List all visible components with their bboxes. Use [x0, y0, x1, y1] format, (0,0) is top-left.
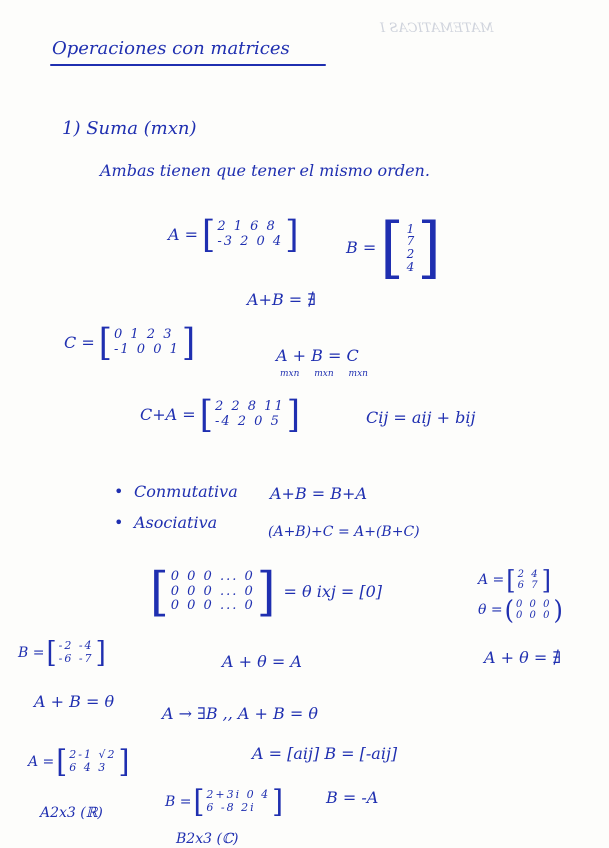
left-bracket: [: [98, 321, 112, 365]
a-small-rows: [516, 569, 542, 592]
a-plus-b-c: A + B = C: [276, 346, 359, 365]
title-underline: [50, 64, 326, 66]
matrix-row: 0 0 0: [515, 598, 552, 610]
prop-bullet: •: [114, 513, 124, 532]
a-small-label: A =: [478, 572, 505, 588]
matrix-c: [64, 321, 196, 365]
matrix-row: 0 0 0 ... 0: [170, 598, 255, 614]
b-neg-label: B =: [18, 645, 45, 661]
matrix-row: 2: [406, 247, 415, 261]
prop-commutative-formula: A+B = B+A: [270, 484, 368, 503]
zero-matrix: [150, 561, 383, 623]
matrix-theta-small: [478, 594, 563, 626]
b-complex-rows: [204, 789, 272, 814]
c-plus-a-rows: [213, 400, 287, 430]
a-plus-theta: A + θ = A: [222, 652, 302, 671]
matrix-a: [168, 213, 299, 257]
prop-associative: Asociativa: [134, 513, 218, 532]
left-bracket: [: [46, 636, 57, 670]
right-bracket: ]: [256, 561, 276, 623]
a-complex-rows: [67, 749, 118, 774]
matrix-row: 6 4 3: [69, 761, 108, 774]
matrix-row: 2 2 8 11: [214, 399, 285, 415]
right-bracket: ]: [541, 564, 551, 596]
matrix-row: 7: [406, 234, 415, 249]
page-title: Operaciones con matrices: [52, 38, 290, 59]
prop-associative-formula: (A+B)+C = A+(B+C): [268, 524, 420, 540]
left-bracket: [: [380, 209, 404, 287]
matrix-b-negative: [18, 636, 106, 670]
theta-small-label: θ =: [478, 602, 503, 618]
matrix-row: 1: [406, 221, 415, 236]
matrix-row: 0 0 0 ... 0: [170, 583, 255, 599]
matrix-c-label: C =: [64, 333, 95, 352]
right-bracket: ]: [285, 213, 299, 257]
matrix-b: [346, 209, 441, 287]
c-plus-a-label: C+A =: [140, 405, 196, 424]
matrix-row: -1 0 0 1: [114, 342, 180, 357]
matrix-b-rows: [404, 223, 418, 273]
matrix-row: 0 0 0 ... 0: [170, 568, 255, 584]
cij-formula: Cij = aij + bij: [366, 408, 476, 427]
matrix-b-label: B =: [346, 238, 377, 257]
left-bracket: [: [506, 564, 516, 596]
matrix-row: -3 2 0 4: [217, 234, 284, 249]
matrix-a-rows: [215, 220, 285, 250]
prop-commutative: Conmutativa: [134, 482, 238, 501]
b-neg-rows: [57, 640, 96, 665]
matrix-c-plus-a: [140, 393, 300, 437]
left-bracket: [: [150, 561, 169, 623]
matrix-b-complex: [165, 783, 284, 820]
rule-text: Ambas tienen que tener el mismo orden.: [100, 161, 430, 180]
left-bracket: [: [202, 213, 216, 257]
matrix-row: -4 2 0 5: [214, 414, 281, 429]
b-eq-neg-a: B = -A: [326, 788, 379, 807]
right-bracket: ]: [95, 636, 106, 670]
zero-matrix-rows: [169, 570, 257, 615]
aij-line: A = [aij] B = [-aij]: [252, 744, 398, 763]
left-bracket: [: [56, 743, 68, 780]
matrix-a-label: A =: [168, 225, 199, 244]
matrix-row: 6 -8 2i: [206, 801, 256, 814]
matrix-row: -2 -4: [58, 639, 94, 653]
left-bracket: [: [193, 783, 205, 820]
a-2x3-real: A2x3 (ℝ): [40, 805, 103, 821]
dimension-notes: mxn mxn mxn: [280, 369, 368, 379]
right-bracket: ]: [417, 209, 441, 287]
matrix-c-rows: [112, 328, 182, 358]
b-2x3-complex: B2x3 (ℂ): [176, 831, 239, 847]
section-suma: 1) Suma (mxn): [62, 118, 197, 139]
matrix-row: -6 -7: [58, 652, 94, 665]
zero-matrix-eq: = θ ixj = [0]: [283, 582, 383, 601]
left-bracket: (: [504, 594, 514, 626]
matrix-row: 2 1 6 8: [217, 219, 277, 235]
left-bracket: [: [199, 393, 213, 437]
b-complex-label: B =: [165, 794, 192, 810]
ghost-heading: MATEMATICAS I: [380, 21, 494, 36]
right-bracket: ): [553, 594, 563, 626]
a-plus-theta-invalid: A + θ = ∄: [484, 648, 562, 667]
a-complex-label: A =: [28, 754, 55, 770]
exists-b: A → ∃B ,, A + B = θ: [162, 704, 319, 723]
matrix-row: 2+3i 0 4: [206, 788, 271, 802]
right-bracket: ]: [272, 783, 284, 820]
matrix-row: 2-1 √2: [69, 748, 117, 762]
matrix-row: 6 7: [517, 580, 540, 591]
matrix-row: 2 4: [517, 568, 540, 580]
matrix-a-small: [478, 564, 551, 596]
matrix-row: 0 1 2 3: [114, 327, 174, 343]
right-bracket: ]: [286, 393, 300, 437]
right-bracket: ]: [118, 743, 130, 780]
matrix-row: 0 0 0: [515, 610, 552, 621]
matrix-a-complex: [28, 743, 130, 780]
prop-bullet: •: [114, 482, 124, 501]
a-plus-b-theta: A + B = θ: [34, 692, 115, 711]
right-bracket: ]: [181, 321, 196, 365]
theta-small-rows: [514, 599, 553, 622]
matrix-row: 4: [406, 259, 415, 274]
a-plus-b-invalid: A+B = ∄: [247, 290, 316, 309]
